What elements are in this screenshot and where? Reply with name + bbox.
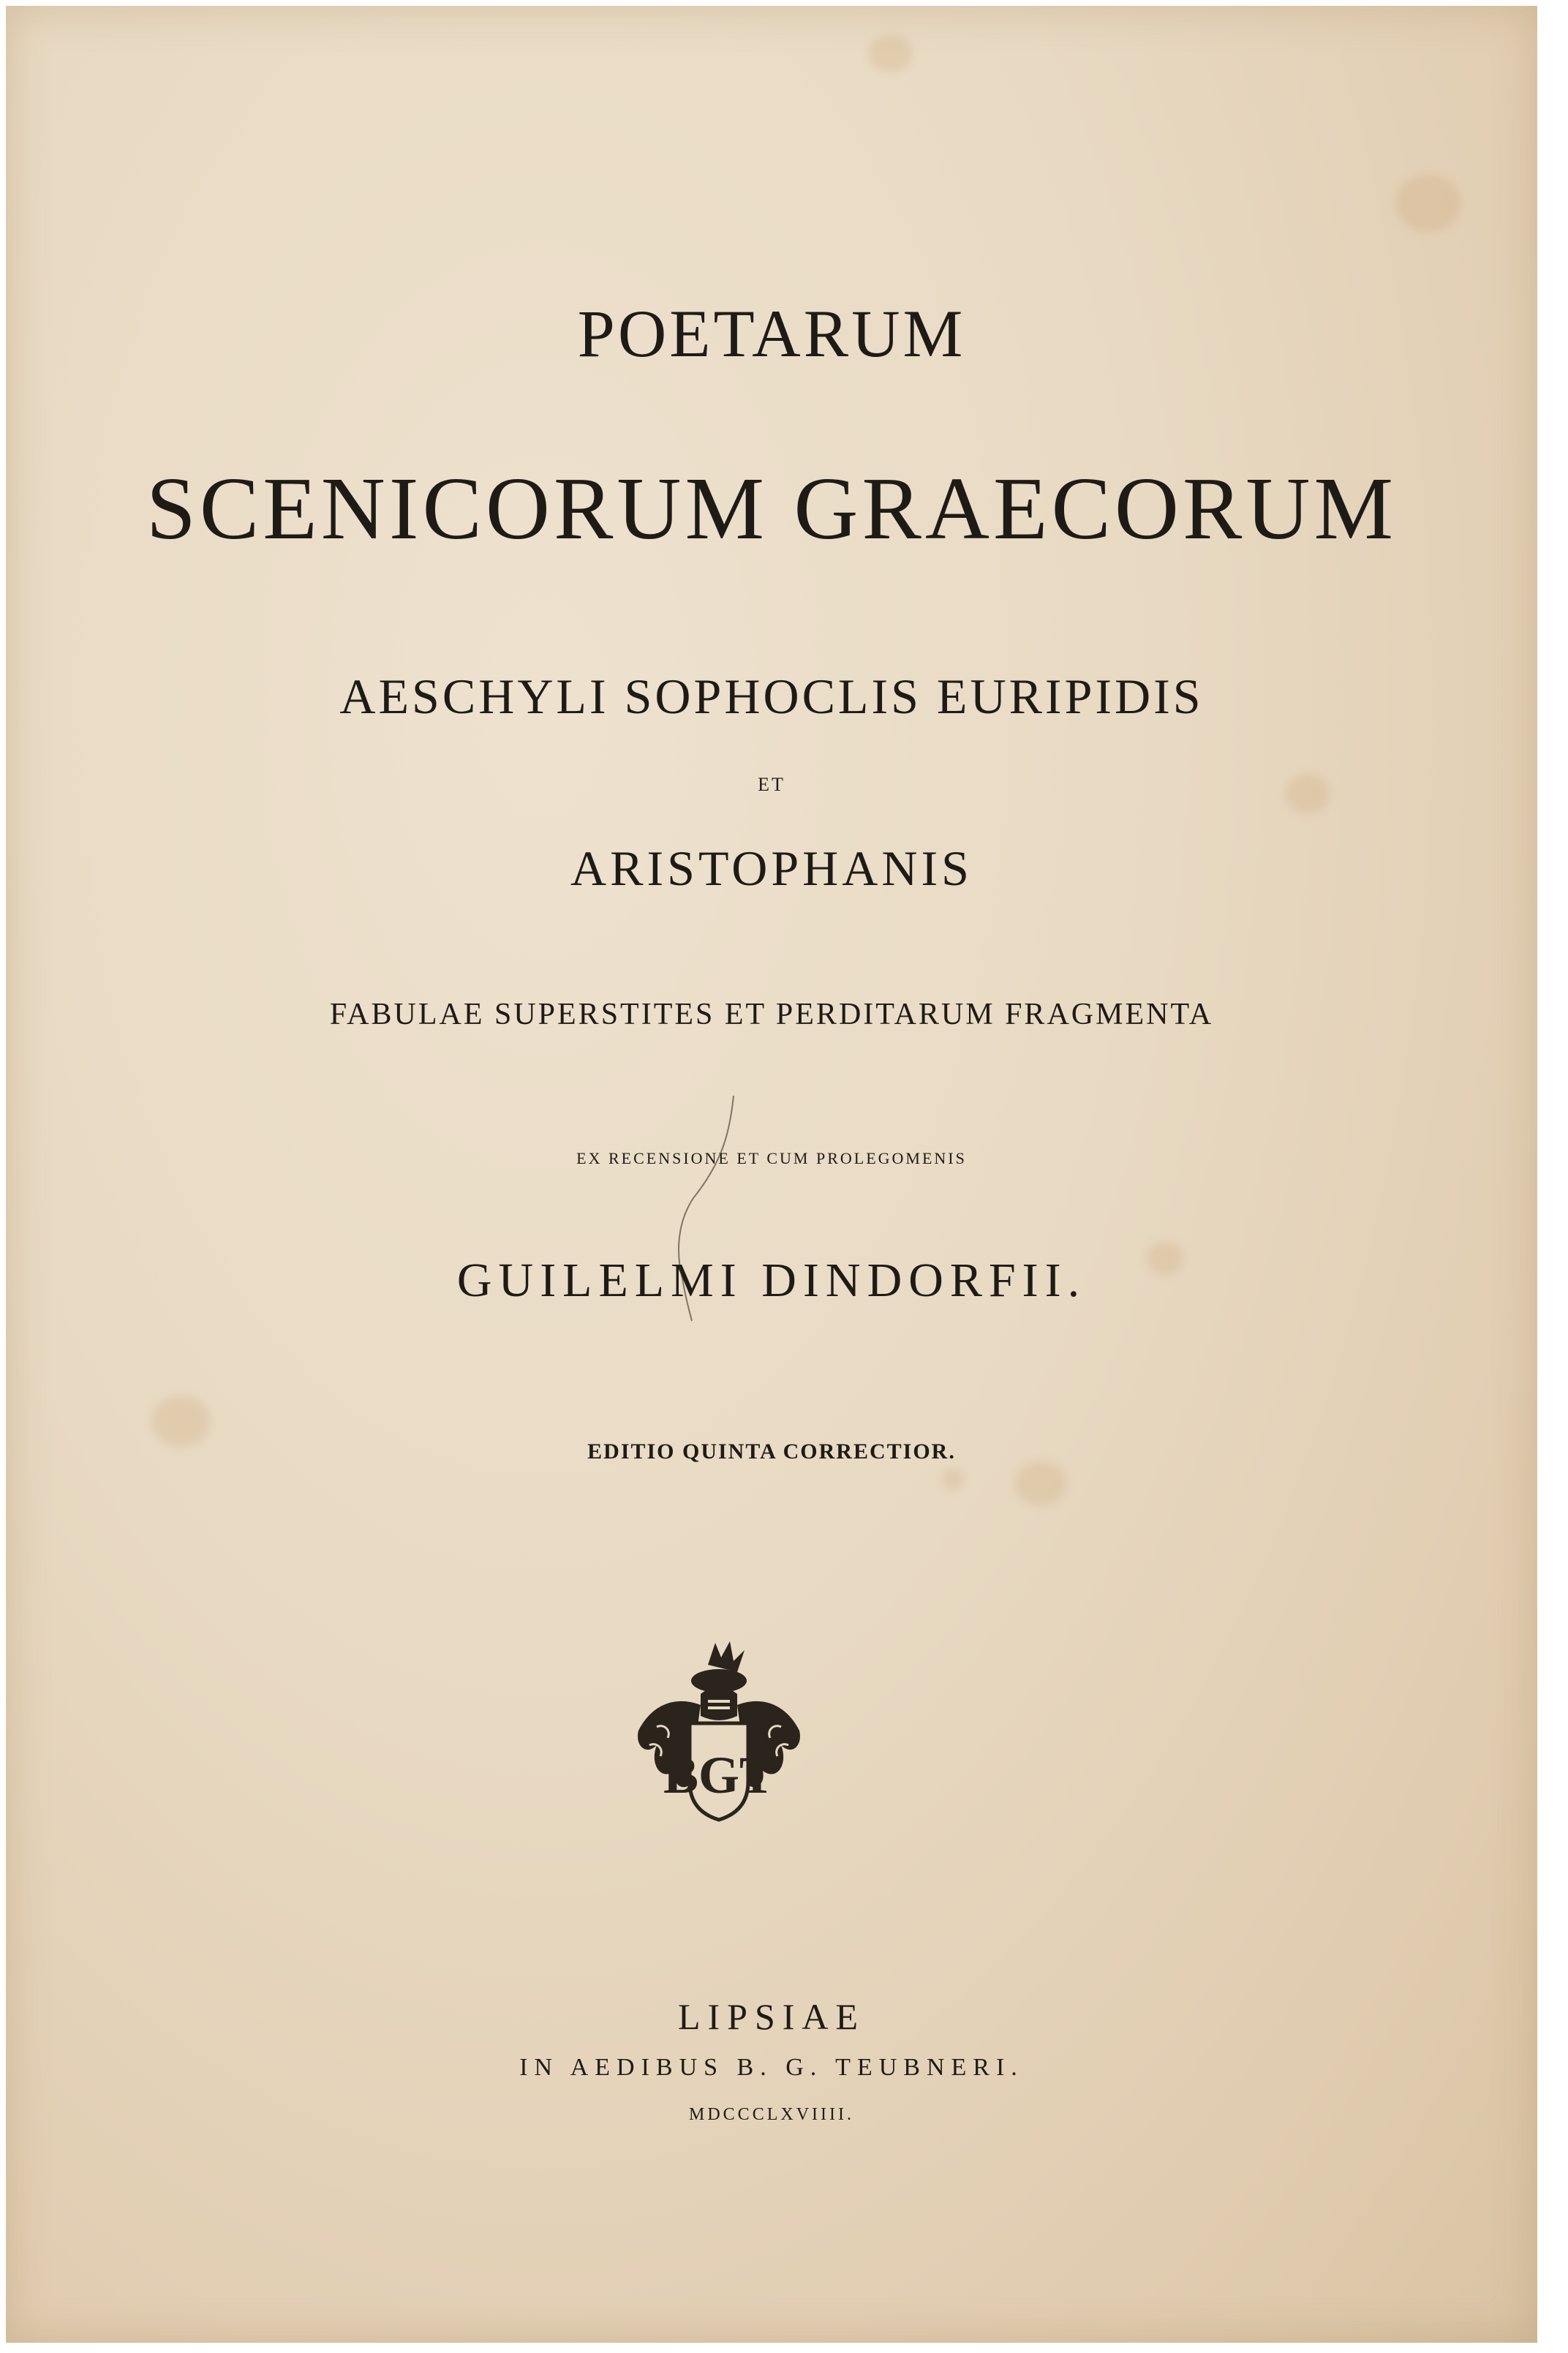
title-line-scenicorum-graecorum: SCENICORUM GRAECORUM bbox=[146, 459, 1397, 558]
stain bbox=[1395, 174, 1461, 233]
imprint-year: MDCCCLXVIIII. bbox=[689, 2105, 854, 2124]
stain bbox=[1015, 1461, 1066, 1505]
pen-stroke-mark bbox=[664, 1088, 752, 1322]
authors-line: AESCHYLI SOPHOCLIS EURIPIDIS bbox=[339, 669, 1204, 724]
title-page bbox=[6, 6, 1537, 2343]
stain bbox=[942, 1469, 964, 1489]
teubner-printer-mark-icon bbox=[627, 1635, 810, 1826]
stain bbox=[869, 35, 913, 72]
recension-line: EX RECENSIONE ET CUM PROLEGOMENIS bbox=[576, 1149, 967, 1167]
author-aristophanis: ARISTOPHANIS bbox=[570, 840, 973, 896]
subtitle-line: FABULAE SUPERSTITES ET PERDITARUM FRAGMENTA bbox=[329, 998, 1214, 1031]
conjunction-line: ET bbox=[758, 774, 785, 795]
imprint-publisher: IN AEDIBUS B. G. TEUBNERI. bbox=[519, 2054, 1024, 2081]
editor-name: GUILELMI DINDORFII. bbox=[456, 1254, 1087, 1307]
edition-line: EDITIO QUINTA CORRECTIOR. bbox=[587, 1439, 956, 1464]
title-line-poetarum: POETARUM bbox=[577, 296, 966, 371]
imprint-city: LIPSIAE bbox=[677, 1996, 866, 2037]
monogram: BGT bbox=[663, 1746, 775, 1804]
